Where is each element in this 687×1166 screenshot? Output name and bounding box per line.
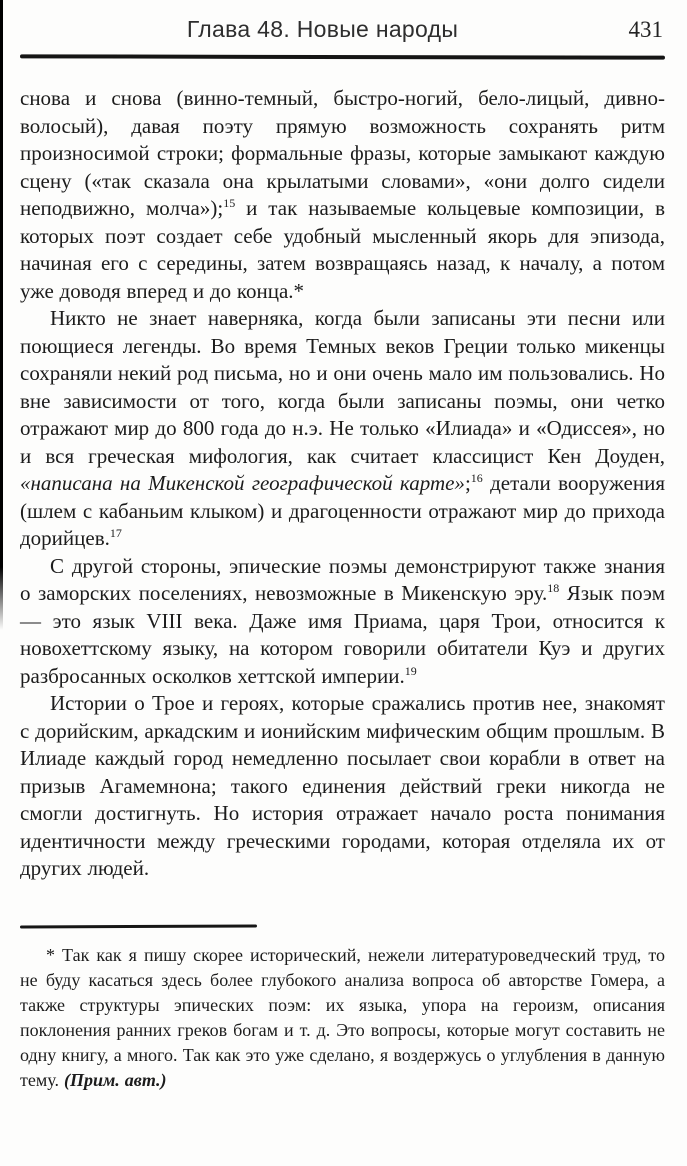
body-paragraph: снова и снова (винно-темный, быстро-ногий, бело-лицый, дивно-волосый), давая поэту прямую возможность сохранять ритм произносимой строки; формальные фразы, которые замыкают каждую сцену («так сказала она крылатыми словами», «они долго сидели неподвижно, молча»);$^{15}$ и так называемые кольцевые композиции, в которых поэт создает себе удобный мысленный якорь для эпизода, начиная его с середины, затем возвращаясь назад, к началу, а потом уже доводя вперед и до конца.*: [20, 86, 665, 303]
page-number: 431: [628, 17, 663, 42]
chapter-title: Глава 48. Новые народы: [186, 16, 459, 42]
page-header: [20, 16, 665, 48]
body-text: [20, 85, 665, 883]
body-paragraph: Никто не знает наверняка, когда были записаны эти песни или поющиеся легенды. Во время Темных веков Греции только микенцы сохраняли некий род письма, но и они очень мало им пользовались. Но вне зависимости от того, когда были записаны поэмы, они четко отражают мир до 800 года до н.э. Не только «Илиада» и «Одиссея», но и вся греческая мифология, как считает классицист Кен Доуден, «написана на Микенской географической карте»;$^{16}$ детали вооружения (шлем с кабаньим клыком) и драгоценности отражают мир до прихода дорийцев.$^{17}$: [20, 306, 665, 550]
body-paragraph: Истории о Трое и героях, которые сражались против нее, знакомят с дорийским, аркадским и ионийским мифическим общим прошлым. В Илиаде каждый город немедленно посылает свои корабли в ответ на призыв Агамемнона; такого единения действий греки никогда не смогли достигнуть. Но история отражает начало роста понимания идентичности между греческими городами, которая отделяла их от других людей.: [20, 691, 665, 880]
footnote-divider: [20, 924, 257, 928]
header-divider: [20, 54, 665, 59]
body-paragraph: С другой стороны, эпические поэмы демонстрируют также знания о заморских поселениях, невозможные в Микенскую эру.$^{18}$ Язык поэм — это язык VIII века. Даже имя Приама, царя Трои, относится к новохеттскому языку, на котором говорили обитатели Куэ и других разбросанных осколков хеттской империи.$^{19}$: [20, 553, 665, 688]
footnote: * Так как я пишу скорее исторический, нежели литературоведческий труд, то не буду касаться здесь более глубокого анализа вопроса об авторстве Гомера, а также структуры эпических поэм: их языка, упора на героизм, описания поклонения ранних греков богам и т. д. Это вопросы, которые могут составить не одну книгу, а много. Так как это уже сделано, я воздержусь о углубления в данную тему. (Прим. авт.): [20, 944, 665, 1090]
scan-edge-artifact: [0, 0, 3, 630]
